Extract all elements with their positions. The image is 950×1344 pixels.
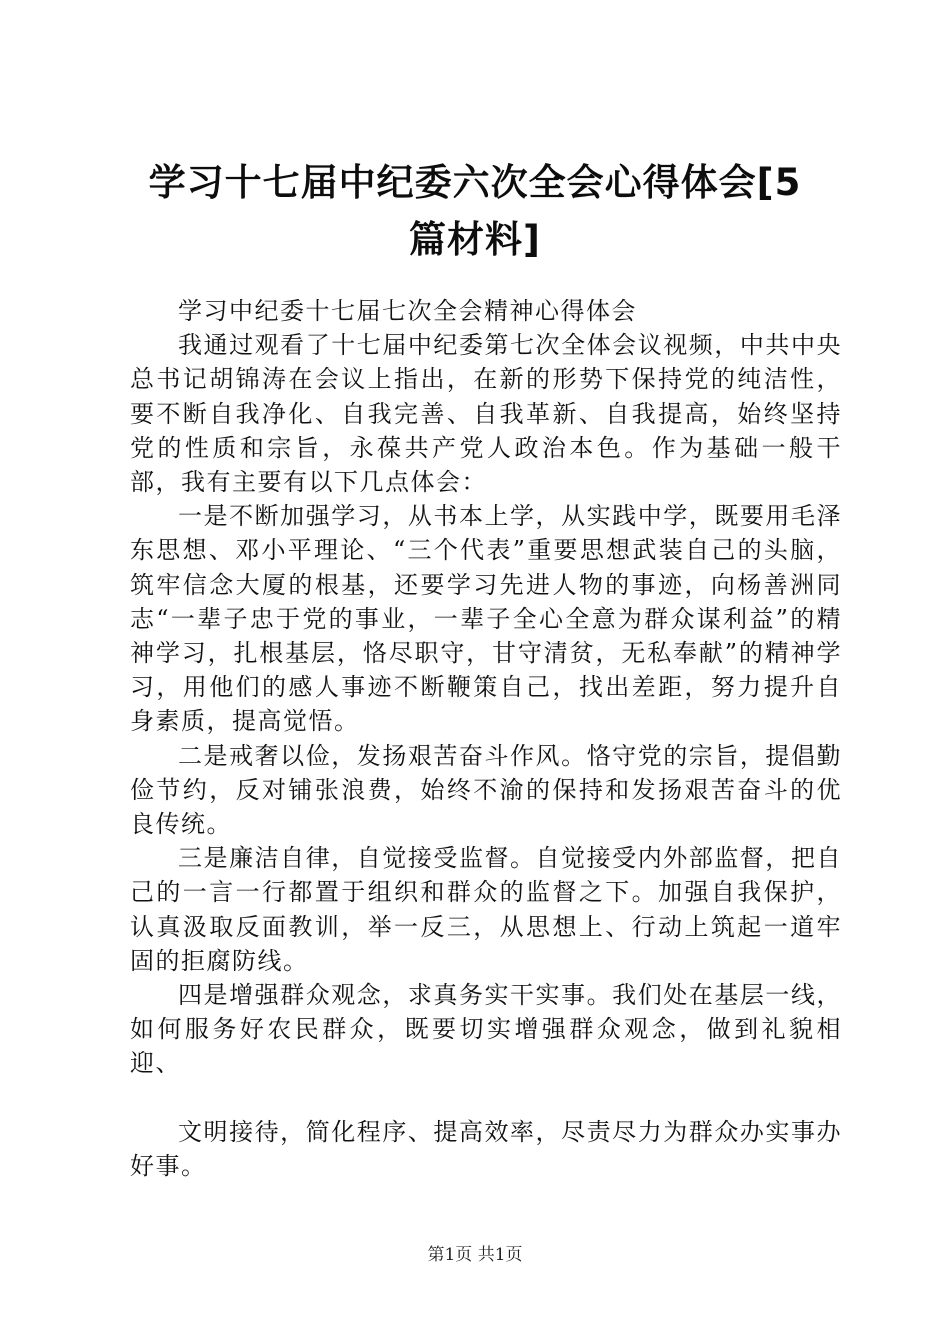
document-title: 学习十七届中纪委六次全会心得体会[5篇材料]	[148, 161, 802, 261]
page-footer: 第1页 共1页	[427, 1245, 523, 1265]
body-paragraph-point-4: 四是增强群众观念，求真务实干实事。我们处在基层一线，如何服务好农民群众，既要切实增强群众观念，做到礼貌相迎、	[130, 981, 842, 1078]
section-heading: 学习中纪委十七届七次全会精神心得体会	[178, 297, 637, 325]
document-body	[130, 294, 842, 1183]
body-paragraph-intro: 我通过观看了十七届中纪委第七次全体会议视频，中共中央总书记胡锦涛在会议上指出，在新的形势下保持党的纯洁性，要不断自我净化、自我完善、自我革新、自我提高，始终坚持党的性质和宗旨，永葆共产党人政治本色。作为基础一般干部，我有主要有以下几点体会：	[130, 331, 842, 497]
body-paragraph-point-2: 二是戒奢以俭，发扬艰苦奋斗作风。恪守党的宗旨，提倡勤俭节约，反对铺张浪费，始终不渝的保持和发扬艰苦奋斗的优良传统。	[130, 741, 842, 839]
body-paragraph-point-3: 三是廉洁自律，自觉接受监督。自觉接受内外部监督，把自己的一言一行都置于组织和群众的监督之下。加强自我保护，认真汲取反面教训，举一反三，从思想上、行动上筑起一道牢固的拒腐防线。	[130, 844, 842, 975]
body-paragraph-continuation: 文明接待，简化程序、提高效率，尽责尽力为群众办实事办好事。	[130, 1117, 842, 1180]
body-paragraph-point-1: 一是不断加强学习，从书本上学，从实践中学，既要用毛泽东思想、邓小平理论、“三个代表”重要思想武装自己的头脑，筑牢信念大厦的根基，还要学习先进人物的事迹，向杨善洲同志“一辈子忠于党的事业，一辈子全心全意为群众谋利益”的精神学习，扎根基层，恪尽职守，甘守清贫，无私奉献”的精神学习，用他们的感人事迹不断鞭策自己，找出差距，努力提升自身素质，提高觉悟。	[130, 502, 842, 736]
